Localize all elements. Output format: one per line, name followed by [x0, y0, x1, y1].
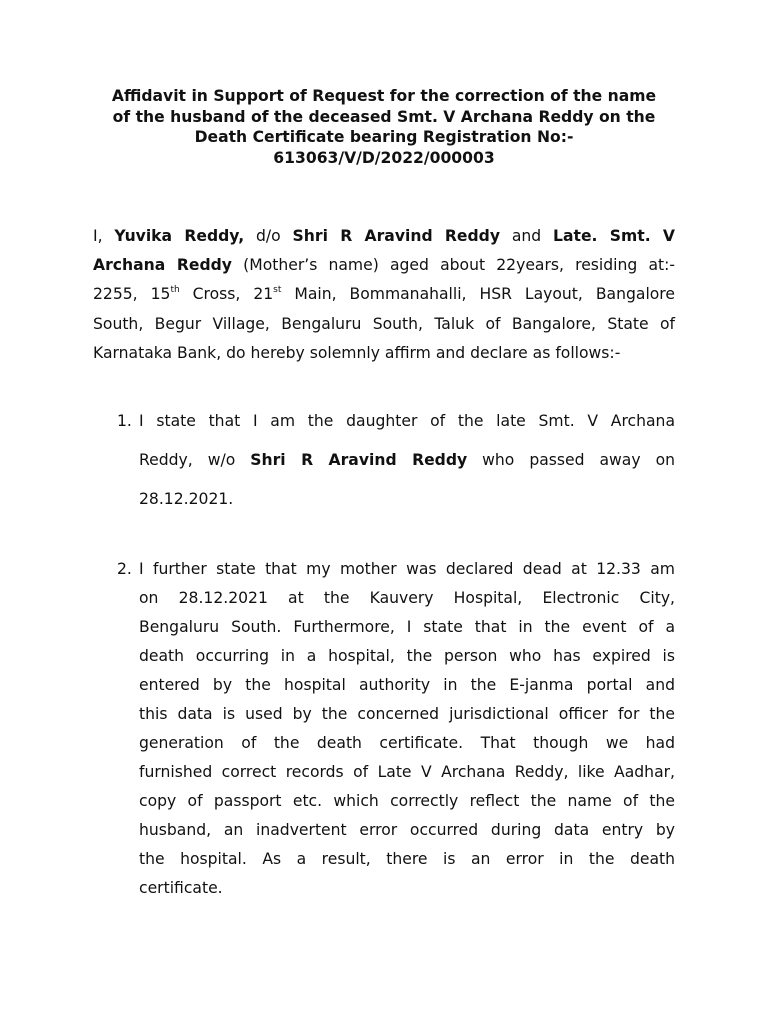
- superscript: th: [170, 285, 180, 296]
- paragraph-line: this data is used by the concerned jurisdictional officer for the: [139, 705, 675, 723]
- paragraph-body: [139, 555, 675, 903]
- text: (Mother’s name) aged about 22years, residing at:-: [231, 256, 676, 275]
- paragraph-line: generation of the death certificate. That though we had: [139, 734, 675, 752]
- document-title: [80, 86, 688, 168]
- intro-paragraph: [93, 222, 675, 368]
- registration-number: 613063/V/D/2022/000003: [273, 148, 495, 167]
- text: Main, Bommanahalli, HSR Layout, Bangalore: [281, 285, 675, 304]
- superscript: st: [273, 285, 282, 296]
- paragraph-line: on 28.12.2021 at the Kauvery Hospital, Electronic City,: [139, 589, 675, 607]
- paragraph-line: entered by the hospital authority in the E-janma portal and: [139, 676, 675, 694]
- paragraph-number: 2.: [117, 560, 132, 578]
- paragraph-line: husband, an inadvertent error occurred during data entry by: [139, 821, 675, 839]
- title-line: Death Certificate bearing Registration No:-: [194, 128, 574, 146]
- text: Reddy, w/o: [139, 451, 251, 469]
- intro-line: [93, 251, 675, 280]
- text: and: [500, 227, 554, 245]
- intro-line: [93, 222, 675, 251]
- intro-line: [93, 280, 675, 309]
- mother-name-part: Archana Reddy: [93, 256, 232, 275]
- text: 2255, 15: [93, 285, 171, 304]
- text: who passed away on: [467, 451, 676, 469]
- intro-line: Karnataka Bank, do hereby solemnly affirm and declare as follows:-: [93, 343, 621, 362]
- paragraph-line: I state that I am the daughter of the late Smt. V Archana: [139, 412, 675, 430]
- paragraph-line: I further state that my mother was declared dead at 12.33 am: [139, 560, 675, 578]
- paragraph-line: 28.12.2021.: [139, 490, 234, 508]
- paragraph-line: furnished correct records of Late V Archana Reddy, like Aadhar,: [139, 763, 675, 781]
- paragraph-line: [139, 441, 675, 480]
- text: Cross, 21: [179, 285, 274, 304]
- husband-name: Shri R Aravind Reddy: [250, 451, 468, 469]
- paragraph-number: 1.: [117, 412, 132, 430]
- paragraph-body: [139, 402, 675, 519]
- text: d/o: [244, 227, 293, 245]
- paragraph-line: Bengaluru South. Furthermore, I state that in the event of a: [139, 618, 675, 636]
- text: I,: [93, 227, 115, 245]
- father-name: Shri R Aravind Reddy: [292, 227, 500, 245]
- paragraph-line: certificate.: [139, 879, 223, 897]
- title-line: Affidavit in Support of Request for the correction of the name: [111, 87, 657, 105]
- title-line: of the husband of the deceased Smt. V Archana Reddy on the: [112, 107, 656, 126]
- paragraph-line: death occurring in a hospital, the person who has expired is: [139, 647, 675, 665]
- paragraph-line: copy of passport etc. which correctly reflect the name of the: [139, 792, 675, 810]
- intro-line: South, Begur Village, Bengaluru South, Taluk of Bangalore, State of: [93, 314, 675, 333]
- paragraph-line: the hospital. As a result, there is an error in the death: [139, 850, 675, 868]
- deponent-name: Yuvika Reddy,: [114, 227, 245, 245]
- mother-name-part: Late. Smt. V: [553, 227, 675, 245]
